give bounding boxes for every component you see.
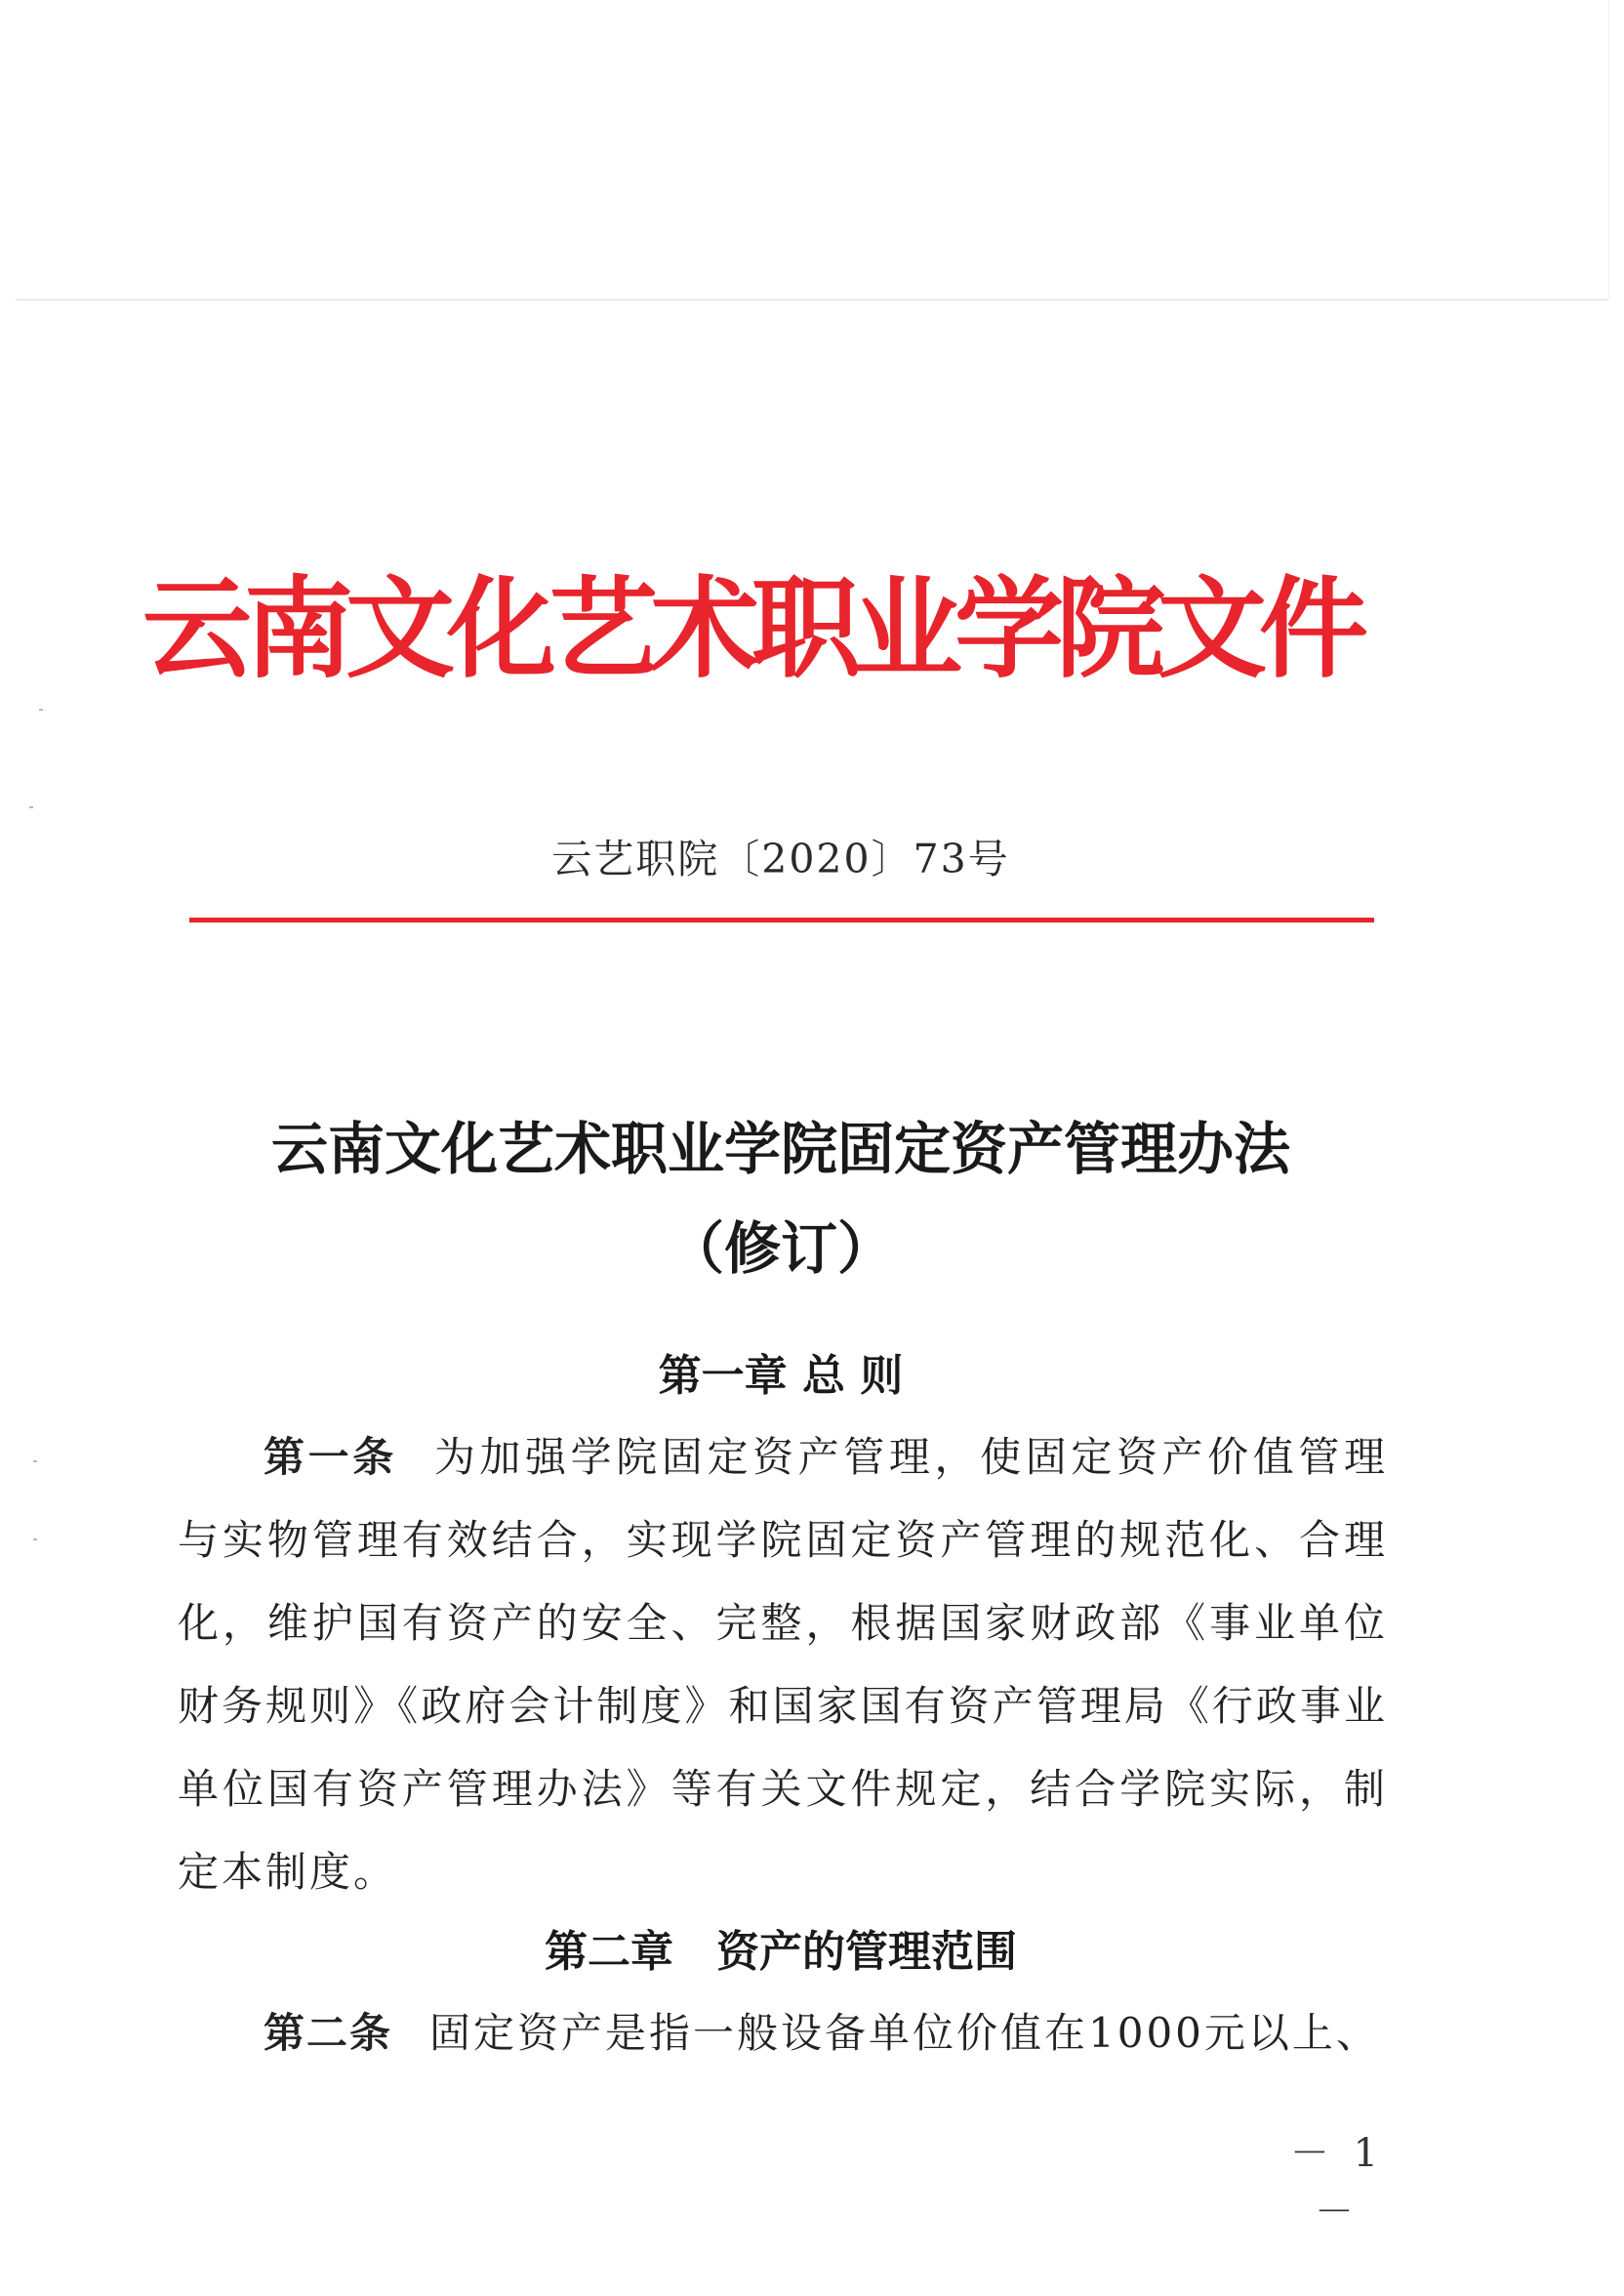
- article-text: 为加强学院固定资产管理，使固定资产价值管理与实物管理有效结合，实现学院固定资产管理的规范化、合理化，维护国有资产的安全、完整，根据国家财政部《事业单位财务规则》《政府会计制度》和国家国有资产管理局《行政事业单位国有资产管理办法》等有关文件规定，结合学院实际，制定本制度。: [178, 1433, 1388, 1896]
- document-subtitle: （修订）: [667, 1215, 894, 1282]
- chapter-heading: 第一章 总 则: [658, 1351, 904, 1401]
- red-divider-rule: [189, 918, 1374, 922]
- article-text: 固定资产是指一般设备单位价值在1000元以上、: [429, 2009, 1380, 2057]
- page-edge: [1608, 0, 1609, 299]
- document-title: 云南文化艺术职业学院固定资产管理办法: [270, 1116, 1290, 1182]
- issuer-header-title: 云南文化艺术职业学院文件: [142, 565, 1360, 693]
- chapter-heading: 第二章 资产的管理范围: [545, 1927, 1017, 1977]
- scan-speck: [33, 1460, 37, 1462]
- article-paragraph: [178, 1991, 1388, 2074]
- scan-speck: [33, 1538, 37, 1540]
- scan-speck: [29, 806, 33, 808]
- article-paragraph: [178, 1415, 1388, 1913]
- page-number: － 1 －: [1289, 2131, 1385, 2234]
- scan-speck: [39, 709, 43, 711]
- article-heading: 第一条: [264, 1433, 397, 1481]
- page-fold-line: [16, 299, 1608, 301]
- document-number: 云艺职院〔2020〕73号: [551, 836, 1010, 882]
- article-heading: 第二条: [264, 2009, 393, 2057]
